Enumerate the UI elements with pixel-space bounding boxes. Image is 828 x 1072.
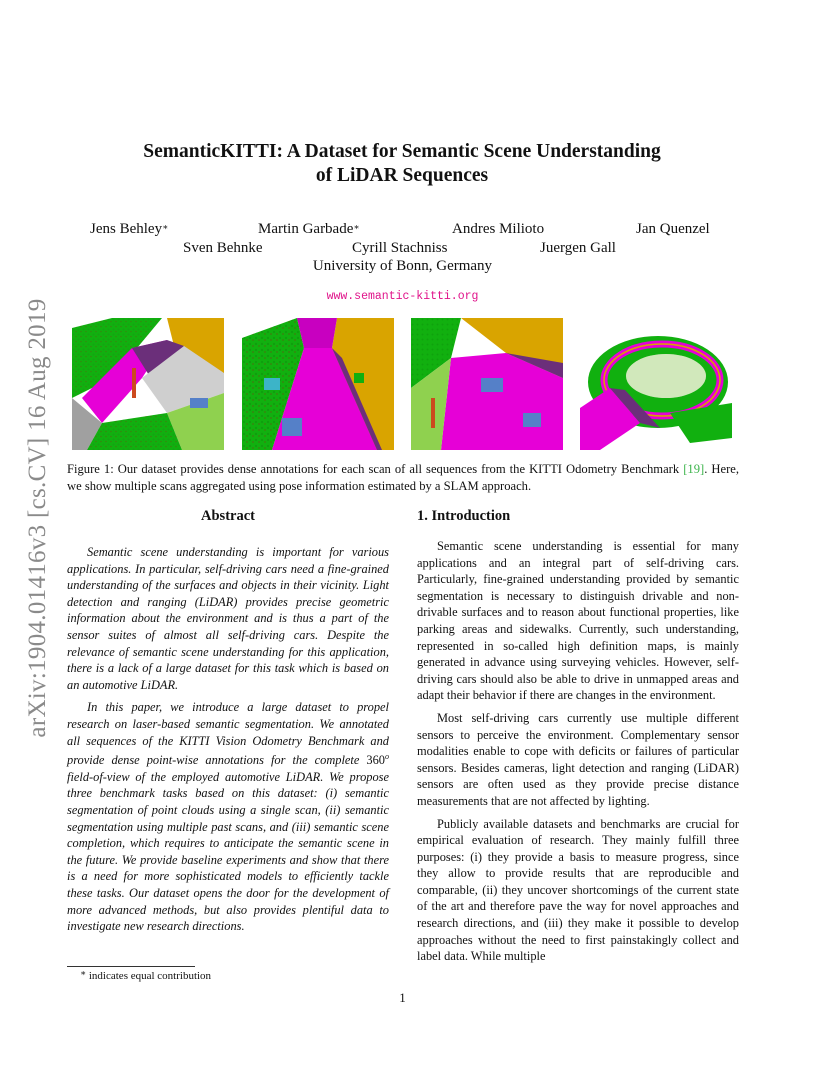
- author-name: Cyrill Stachniss: [352, 240, 448, 256]
- paper-title-line-1: SemanticKITTI: A Dataset for Semantic Scene Understanding: [143, 141, 661, 162]
- affiliation: University of Bonn, Germany: [312, 258, 493, 274]
- abstract-paragraph: In this paper, we introduce a large dataset to propel research on laser-based semantic segmentation. We annotated all sequences of the KITTI Vision Odometry Benchmark and provide dense point-wise annotations for the complete 360$^o$ field-of-view of the employed automotive LiDAR. We propose three benchmark tasks based on this dataset: (i) semantic segmentation of point clouds using a single scan, (ii) semantic segmentation using multiple past scans, and (iii) semantic scene completion, which requires to anticipate the semantic scene in the future. We provide baseline experiments and show that there is a need for more sophisticated models to efficiently tackle these tasks. Our dataset opens the door for the development of more advanced methods, but also provides plentiful data to investigate new research directions.: [67, 700, 389, 934]
- introduction-paragraph: Publicly available datasets and benchmarks are crucial for empirical evaluation of research. They mainly fulfill three purposes: (i) they provide a basis to measure progress, since they allow to provide results that are reproducible and comparable, (ii) they uncover shortcomings of the current state of the art and therefore pave the way for novel approaches and research directions, and (iii) they make it possible to develop approaches without the need to first painstakingly collect and label data. While multiple: [417, 816, 739, 964]
- teaser-scan-image-1: [72, 318, 224, 450]
- author-name: Jens Behley∗: [90, 221, 169, 237]
- author-name: Juergen Gall: [540, 240, 616, 256]
- author-name: Jan Quenzel: [636, 221, 710, 237]
- arxiv-identifier-stamp: arXiv:1904.01416v3 [cs.CV] 16 Aug 2019: [24, 298, 51, 738]
- teaser-scan-image-2: [242, 318, 394, 450]
- introduction-body: [417, 538, 739, 971]
- teaser-scan-image-3: [411, 318, 563, 450]
- footnote-divider: [67, 966, 195, 967]
- paper-title-line-2: of LiDAR Sequences: [315, 165, 489, 186]
- paper-title: [100, 140, 704, 188]
- project-url-link[interactable]: www.semantic-kitti.org: [326, 290, 479, 303]
- page-number: 1: [399, 990, 406, 1005]
- citation-link[interactable]: [19]: [683, 462, 705, 476]
- introduction-paragraph: Semantic scene understanding is essential for many applications and an integral part of self-driving cars. Particularly, fine-grained understanding provided by semantic segmentation is necessary to distinguish drivable and non-drivable surfaces and to reason about functional properties, like parking areas and sidewalks. Currently, such understanding, represented in so-called high definition maps, is mainly generated in advance using surveying vehicles. However, self-driving cars should also be able to drive in unmapped areas and adapt their behavior if there are changes in the environment.: [417, 539, 739, 703]
- author-name: Sven Behnke: [183, 240, 263, 256]
- figure-caption: Figure 1: Our dataset provides dense annotations for each scan of all sequences from the KITTI Odometry Benchmark [19]. Here, we show multiple scans aggregated using pose information estimated by a SLAM approach.: [67, 462, 739, 493]
- introduction-heading: 1. Introduction: [417, 508, 511, 524]
- author-name: Andres Milioto: [452, 221, 545, 237]
- abstract-body: [67, 544, 389, 941]
- teaser-scan-image-4: [580, 318, 732, 450]
- introduction-paragraph: Most self-driving cars currently use multiple different sensors to perceive the environment. Complementary sensor modalities enable to cope with deficits or failures of particular sensors. Besides cameras, light detection and ranging (LiDAR) sensors are often used as they provide precise distance measurements that are not affected by lighting.: [417, 710, 739, 808]
- footnote: ∗ indicates equal contribution: [80, 968, 212, 982]
- abstract-heading: Abstract: [201, 508, 255, 524]
- author-name: Martin Garbade∗: [258, 221, 360, 237]
- abstract-paragraph: Semantic scene understanding is important for various applications. In particular, self-driving cars need a fine-grained understanding of the surfaces and objects in their vicinity. Light detection and ranging (LiDAR) provides precise geometric information about the environment and is thus a part of the sensor suites of almost all self-driving cars. Despite the relevance of semantic scene understanding for this application, there is a lack of a large dataset for this task which is based on an automotive LiDAR.: [67, 545, 389, 692]
